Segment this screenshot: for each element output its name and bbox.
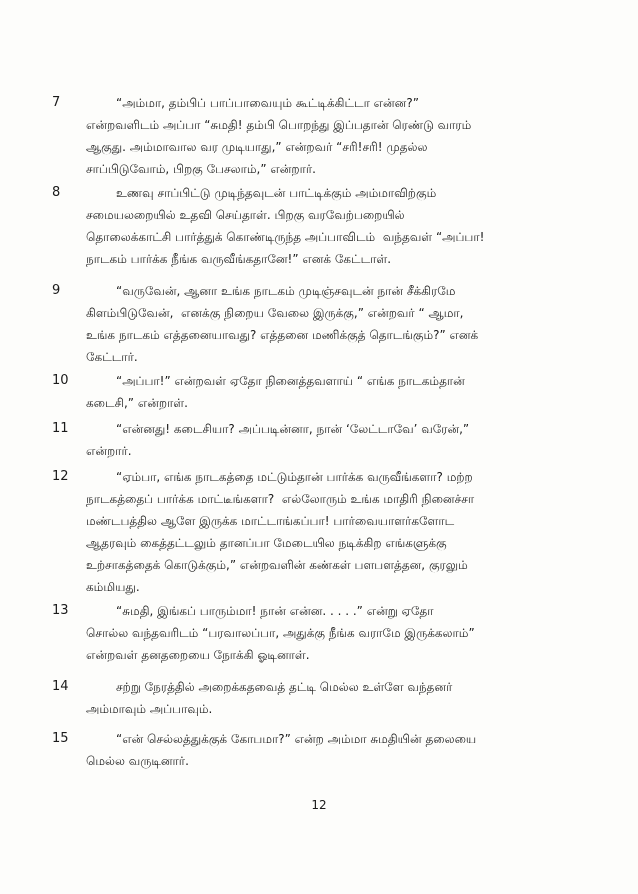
paragraph-text [86, 280, 556, 368]
paragraph-number: 15 [52, 731, 69, 746]
text-line: சாப்பிடுவோம், பிறகு பேசலாம்,” என்றார். [86, 162, 316, 176]
page-number: 12 [311, 798, 327, 812]
text-line: என்றவளிடம் அப்பா “சுமதி! தம்பி பொறந்து இப்பதான் ரெண்டு வாரம் [86, 118, 472, 132]
text-line: நாடகத்தைப் பார்க்க மாட்டீங்களா? எல்லோரும் உங்க மாதிரி நினைச்சா [86, 492, 475, 506]
text-line: ஆகுது. அம்மாவால வர முடியாது,” என்றவர் “சரி!சரி! முதல்ல [86, 140, 428, 154]
text-line: நாடகம் பார்க்க நீங்க வருவீங்கதானே!” எனக் கேட்டாள். [86, 252, 392, 266]
text-line: “ஏம்பா, எங்க நாடகத்தை மட்டும்தான் பார்க்க வருவீங்களா? மற்ற [116, 470, 473, 484]
paragraph-text [86, 370, 556, 414]
paragraph-number: 8 [52, 185, 61, 200]
paragraph-number: 14 [52, 679, 69, 694]
text-line: கிளம்பிடுவேன், எனக்கு நிறைய வேலை இருக்கு,” என்றவர் “ ஆமா, [86, 306, 464, 320]
text-line: மெல்ல வருடினார். [86, 754, 189, 768]
text-line: உங்க நாடகம் எத்தனையாவது? எத்தனை மணிக்குத் தொடங்கும்?” எனக் [86, 328, 479, 342]
paragraph-number: 11 [52, 421, 69, 436]
text-line: சற்று நேரத்தில் அறைக்கதவைத் தட்டி மெல்ல உள்ளே வந்தனர் [116, 680, 453, 694]
text-line: சமையலறையில் உதவி செய்தாள். பிறகு வரவேற்பறையில் [86, 208, 405, 222]
text-line: “சுமதி, இங்கப் பாரும்மா! நான் என்ன. . . . .” என்று ஏதோ [116, 604, 434, 618]
text-line: என்றார். [86, 444, 132, 458]
paragraph-text [86, 182, 556, 270]
text-line: மண்டபத்தில ஆளே இருக்க மாட்டாங்கப்பா! பார்வையாளர்களோட [86, 514, 455, 528]
text-line: தொலைக்காட்சி பார்த்துக் கொண்டிருந்த அப்பாவிடம் வந்தவள் “அப்பா! [86, 230, 485, 244]
paragraph-number: 7 [52, 95, 61, 110]
text-line: கடைசி,” என்றாள். [86, 396, 188, 410]
paragraph-text [86, 600, 556, 666]
paragraph-number: 13 [52, 603, 69, 618]
text-line: சொல்ல வந்தவரிடம் “பரவாலப்பா, அதுக்கு நீங்க வராமே இருக்கலாம்” [86, 626, 475, 640]
paragraph-number: 9 [52, 283, 61, 298]
text-line: “அம்மா, தம்பிப் பாப்பாவையும் கூட்டிக்கிட்டா என்ன?” [116, 96, 419, 110]
text-line: என்றவள் தனதறையை நோக்கி ஓடினாள். [86, 648, 310, 662]
text-line: கேட்டார். [86, 350, 138, 364]
paragraph-text [86, 676, 556, 720]
text-line: உற்சாகத்தைக் கொடுக்கும்,” என்றவளின் கண்கள் பளபளத்தன, குரலும் [86, 558, 468, 572]
text-line: ஆதரவும் கைத்தட்டலும் தானப்பா மேடையில நடிக்கிற எங்களுக்கு [86, 536, 447, 550]
paragraph-number: 12 [52, 469, 69, 484]
paragraph-text [86, 728, 556, 772]
text-line: “அப்பா!” என்றவள் ஏதோ நினைத்தவளாய் “ எங்க நாடகம்தான் [116, 374, 465, 388]
paragraph-text [86, 418, 556, 462]
paragraph-text [86, 466, 556, 598]
text-line: கம்மியது. [86, 580, 140, 594]
text-line: “என்னது! கடைசியா? அப்படின்னா, நான் ‘லேட்டாவே’ வரேன்,” [116, 422, 470, 436]
paragraph-number: 10 [52, 373, 69, 388]
paragraph-text [86, 92, 556, 180]
text-line: அம்மாவும் அப்பாவும். [86, 702, 213, 716]
text-line: “என் செல்லத்துக்குக் கோபமா?” என்ற அம்மா சுமதியின் தலையை [116, 732, 477, 746]
text-line: உணவு சாப்பிட்டு முடிந்தவுடன் பாட்டிக்கும் அம்மாவிற்கும் [116, 186, 437, 200]
text-line: “வருவேன், ஆனா உங்க நாடகம் முடிஞ்சவுடன் நான் சீக்கிரமே [116, 284, 456, 298]
